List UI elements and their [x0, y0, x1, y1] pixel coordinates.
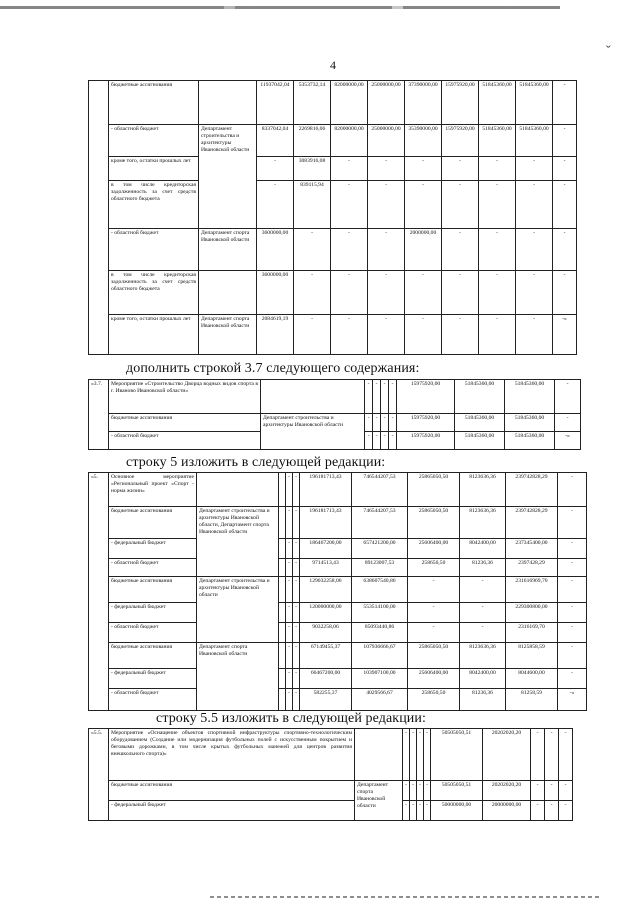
table-row-3-7 — [88, 379, 581, 450]
row-label: бюджетные ассигнования — [109, 81, 199, 125]
table-row: бюджетные ассигнования Департамент строительства и архитектуры Ивановской области - - - - 15975920,00 51845360,00 51845360,00 - — [89, 414, 581, 432]
row-label: бюджетные ассигнования — [109, 414, 261, 432]
row-label: кроме того, остатки прошлых лет — [109, 315, 199, 355]
table-continuation — [88, 80, 577, 355]
table-row-5 — [88, 472, 587, 711]
table-row: бюджетные ассигнования Департамент строительства и архитектуры Ивановской области, Департамент спорта Ивановской области - - 196181713,43 746544207,53 25865050,50 8123636,36 239742828,29 - — [89, 507, 587, 539]
executor-cell: Департамент строительства и архитектуры Ивановской области, Департамент спорта Ивановской области — [197, 507, 279, 577]
row-label: - областной бюджет — [109, 125, 199, 157]
table-row: «5.5. Мероприятие «Оснащение объектов спортивной инфраструктуры спортивно-технологическим оборудованием (Создание или модернизация футбольных полей с искусственным покрытием и беговыми дорожками, в том числе крытых футбольных манежей для центров развития внешкольного спорта)» - - - - 50505050,51 20202020,20 - - - — [89, 729, 573, 781]
table-row: «5. Основное мероприятие «Региональный проект «Спорт - норма жизни» - - 196181713,43 746544207,53 25865050,50 8123636,36 239742828,29 - — [89, 473, 587, 507]
table-row: в том числе кредиторская задолженность за счет средств областного бюджета - 839115,94 - - - - - - - — [89, 181, 577, 229]
executor-cell — [199, 271, 257, 315]
scan-artifact-top — [0, 6, 560, 9]
executor-cell: Департамент спорта Ивановской области — [199, 315, 257, 355]
executor-cell — [199, 81, 257, 125]
page-number: 4 — [330, 58, 336, 72]
executor-cell: Департамент строительства и архитектуры Ивановской области — [261, 414, 365, 450]
table-row: - федеральный бюджет - - 120000000,00 553514100,00 - - 229300800,00 - — [89, 603, 587, 623]
table-row: бюджетные ассигнования 11937042,04 5353732,14 82000000,00 25000000,00 37390000,00 15975920,00 51845360,00 51845360,00 - — [89, 81, 577, 125]
corner-mark: ˇ — [606, 44, 611, 59]
row-label: - областной бюджет — [109, 689, 197, 711]
table-row: - областной бюджет Департамент спорта Ивановской области 3600000,00 - - - 2000000,00 - - - - — [89, 229, 577, 271]
executor-cell: Департамент строительства и архитектуры Ивановской области — [197, 577, 279, 643]
row-label: бюджетные ассигнования — [109, 643, 197, 669]
heading-row-5: строку 5 изложить в следующей редакции: — [126, 455, 386, 470]
row-label: бюджетные ассигнования — [109, 507, 197, 539]
table-row: в том числе кредиторская задолженность за счет средств областного бюджета 3600000,00 - - - - - - - - — [89, 271, 577, 315]
heading-row-5-5: строку 5.5 изложить в следующей редакции: — [156, 711, 426, 726]
measure-title: Мероприятие «Строительство Дворца водных видов спорта в г. Иваново Ивановской области» — [109, 380, 261, 414]
row-label: - областной бюджет — [109, 229, 199, 271]
table-row: - областной бюджет - - 582255,37 4029566,67 258650,50 81236,36 81258,59 -» — [89, 689, 587, 711]
table-row: - областной бюджет Департамент строительства и архитектуры Ивановской области 8337042,04 2269816,06 82000000,00 25000000,00 35390000,00 15975920,00 51845360,00 51845360,00 - — [89, 125, 577, 157]
row-label: - областной бюджет — [109, 623, 197, 643]
row-label: в том числе кредиторская задолженность за счет средств областного бюджета — [109, 181, 199, 229]
executor-cell: Департамент спорта Ивановской области — [355, 781, 403, 821]
table-row: бюджетные ассигнования Департамент спорта Ивановской области - - - - 50505050,51 20202020,20 - - - — [89, 781, 573, 801]
table-row: бюджетные ассигнования Департамент строительства и архитектуры Ивановской области - - 129032258,06 638607540,86 - - 231616969,70 - — [89, 577, 587, 603]
row-label: кроме того, остатки прошлых лет — [109, 157, 199, 181]
table-row: кроме того, остатки прошлых лет - 3083916,08 - - - - - - - — [89, 157, 577, 181]
row-label: - федеральный бюджет — [109, 669, 197, 689]
heading-add-row-3-7: дополнить строкой 3.7 следующего содержания: — [126, 361, 420, 376]
row-label: бюджетные ассигнования — [109, 577, 197, 603]
scan-artifact-bottom — [210, 896, 600, 898]
table-row: - федеральный бюджет - - 66467200,00 103907100,00 25606400,00 8042400,00 8044600,00 - — [89, 669, 587, 689]
row-label: - федеральный бюджет — [109, 801, 355, 821]
row-label: - областной бюджет — [109, 432, 261, 450]
main-measure-title: Основное мероприятие «Региональный проект «Спорт - норма жизни» — [109, 473, 197, 507]
executor-cell: Департамент спорта Ивановской области — [197, 643, 279, 711]
table-row: «3.7. Мероприятие «Строительство Дворца водных видов спорта в г. Иваново Ивановской области» - - - - 15975920,00 51845360,00 51845360,00 - — [89, 380, 581, 414]
row-label: - областной бюджет — [109, 559, 197, 577]
row-label: в том числе кредиторская задолженность за счет средств областного бюджета — [109, 271, 199, 315]
row-label: бюджетные ассигнования — [109, 781, 355, 801]
table-row: кроме того, остатки прошлых лет Департамент спорта Ивановской области 2084619,19 - - - - - - - -» — [89, 315, 577, 355]
executor-cell: Департамент строительства и архитектуры Ивановской области — [199, 125, 257, 229]
row-label: - федеральный бюджет — [109, 539, 197, 559]
row-label: - федеральный бюджет — [109, 603, 197, 623]
table-row: - областной бюджет - - 9714513,43 89123007,53 258650,50 81236,36 2397428,29 - — [89, 559, 587, 577]
measure-title: Мероприятие «Оснащение объектов спортивной инфраструктуры спортивно-технологическим оборудованием (Создание или модернизация футбольных полей с искусственным покрытием и беговыми дорожками, в том числе крытых футбольных манежей для центров развития внешкольного спорта)» — [109, 729, 355, 781]
table-row: - областной бюджет - - - - 15975920,00 51845360,00 51845360,00 -» — [89, 432, 581, 450]
table-row: - федеральный бюджет - - 186467200,00 657421200,00 25606400,00 8042400,00 237345400,00 - — [89, 539, 587, 559]
table-row: - федеральный бюджет - - - - 50000000,00 20000000,00 - - - — [89, 801, 573, 821]
table-row-5-5 — [88, 728, 573, 821]
table-row: - областной бюджет - - 9032258,06 85093440,86 - - 2316169,70 - — [89, 623, 587, 643]
table-row: бюджетные ассигнования Департамент спорта Ивановской области - - 67149455,37 107936666,67 25865050,50 8123636,36 8125858,59 - — [89, 643, 587, 669]
executor-cell: Департамент спорта Ивановской области — [199, 229, 257, 271]
